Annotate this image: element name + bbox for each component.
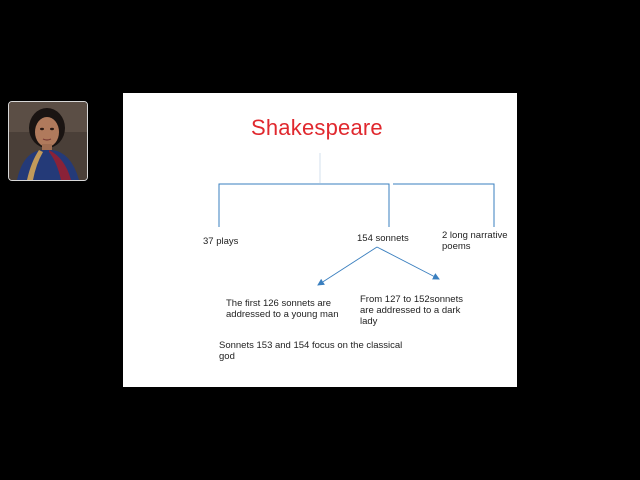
note-dark-lady-line1: From 127 to 152sonnets [360,294,463,305]
webcam-video-tile[interactable] [8,101,88,181]
arrow-to-young-man [318,247,377,285]
arrow-to-dark-lady [377,247,439,279]
presenter-video [9,102,87,180]
note-dark-lady [360,294,463,327]
bracket-plays-sonnets [219,184,389,227]
note-dark-lady-line3: lady [360,316,378,327]
note-dark-lady-line2: are addressed to a dark [360,305,461,316]
note-classical-god [219,340,402,362]
note-young-man [226,298,339,320]
slide-title: Shakespeare [251,115,383,140]
branch-narrative-poems [442,230,507,252]
branch-plays: 37 plays [203,236,239,247]
note-young-man-line2: addressed to a young man [226,309,339,320]
note-young-man-line1: The first 126 sonnets are [226,298,332,309]
bracket-poems [393,184,494,227]
branch-poems-line2: poems [442,241,471,252]
branch-sonnets: 154 sonnets [357,233,409,244]
note-classical-line2: god [219,351,235,362]
presentation-slide [123,93,517,387]
note-classical-line1: Sonnets 153 and 154 focus on the classical [219,340,403,351]
branch-poems-line1: 2 long narrative [442,230,508,241]
